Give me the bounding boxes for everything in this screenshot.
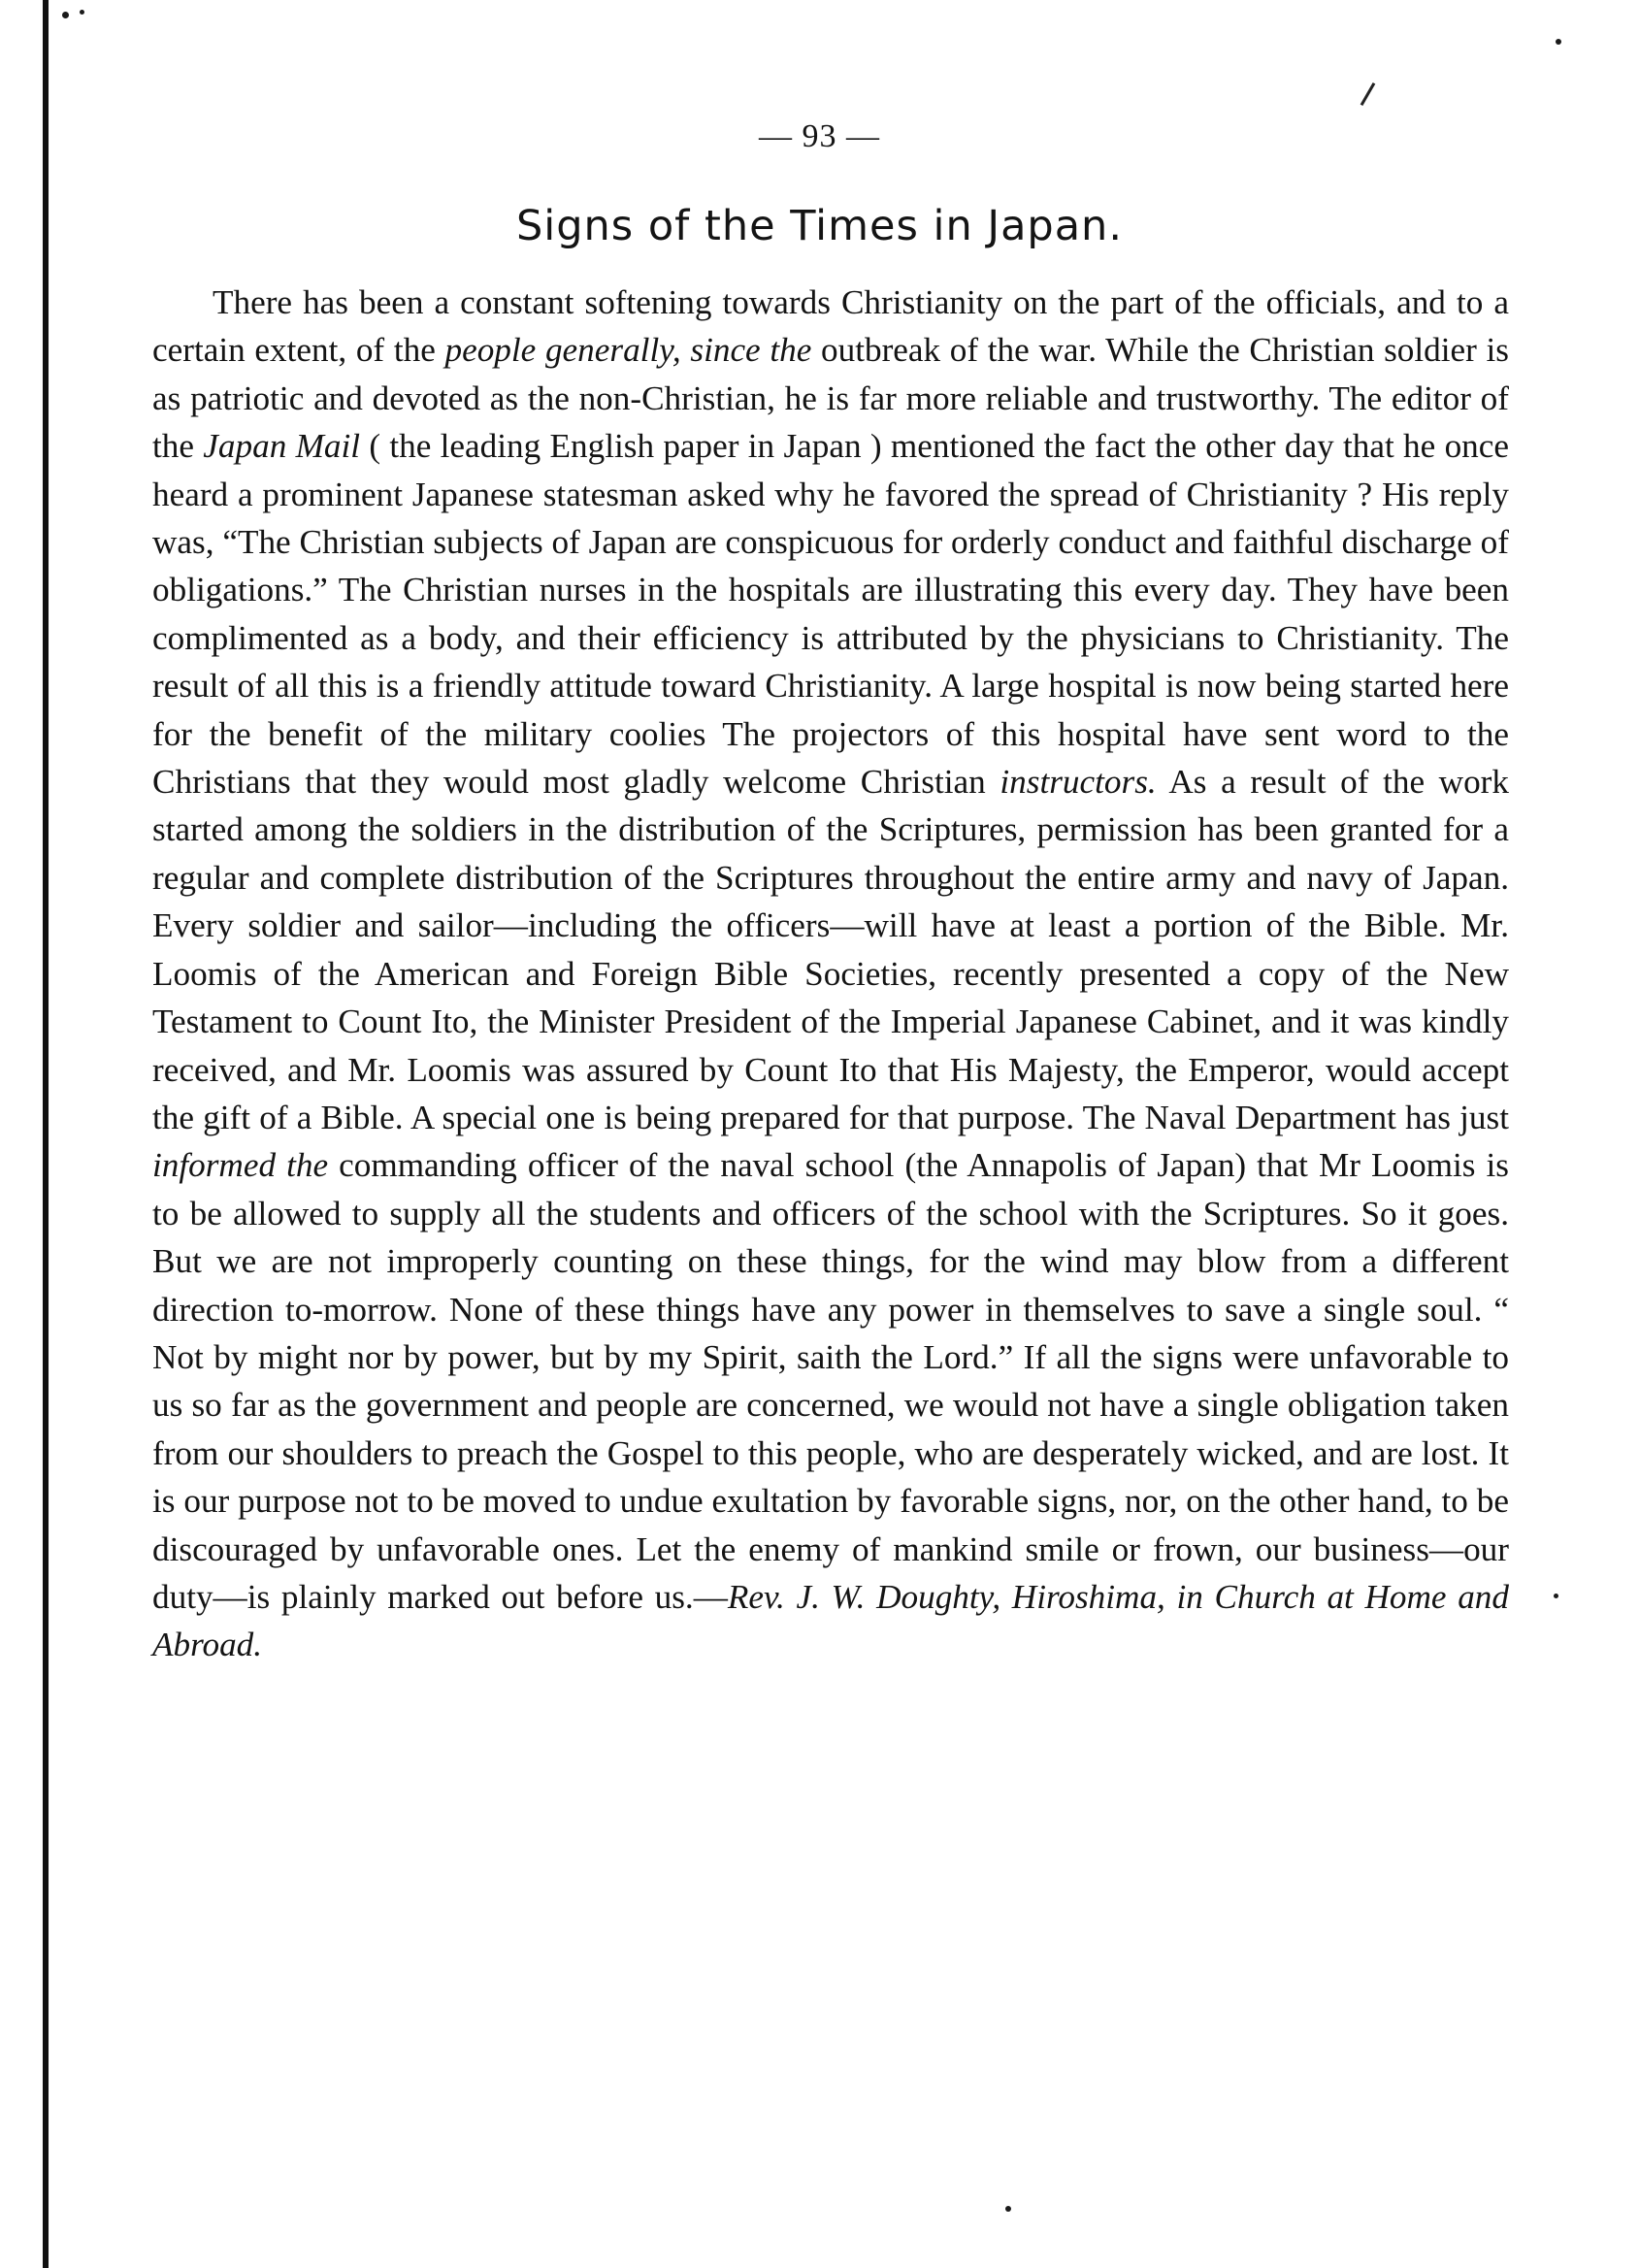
ink-speck [1554, 1594, 1558, 1598]
ink-speck [1005, 2206, 1011, 2212]
ink-speck [1556, 39, 1561, 45]
attribution: Rev. J. W. Doughty, Hiroshima, in Church at Home and Abroad. [152, 1577, 1509, 1664]
pencil-mark [1360, 82, 1376, 106]
article-text: outbreak of the war. While the Christian soldier is as patriotic and devoted as the non-Christian, he is far more reliable and trustworthy. The editor of the [152, 331, 1509, 466]
ink-speck [80, 10, 84, 15]
article-text: ( the leading English paper in Japan ) mentioned the fact the other day that he once heard a prominent Japanese statesman asked why he favored the spread of Christianity ? His reply was, “The Christian subjects of Japan are conspicuous for orderly conduct and faithful discharge of obligations.” The Christian nurses in the hospitals are illustrating this every day. They have been complimented as a body, and their efficiency is attributed by the physicians to Christianity. The result of all this is a friendly attitude toward Christianity. A large hospital is now being started here for the benefit of the military coolies The projectors of this hospital have sent word to the Christians that they would most gladly welcome Christian [152, 427, 1509, 802]
article-emphasis: instructors. [1000, 763, 1157, 802]
article-text: There has been a constant softening towards Christianity on the part of the officials, and to a certain extent, of the [152, 283, 1509, 370]
article-emphasis: informed the [152, 1146, 329, 1185]
article-text: As a result of the work started among the soldiers in the distribution of the Scriptures, permission has been granted for a regular and complete distribution of the Scriptures throughout the entire army and navy of Japan. Every soldier and sailor—including the officers—will have at least a portion of the Bible. Mr. Loomis of the American and Foreign Bible Societies, recently presented a copy of the New Testament to Count Ito, the Minister President of the Imperial Japanese Cabinet, and it was kindly received, and Mr. Loomis was assured by Count Ito that His Majesty, the Emperor, would accept the gift of a Bible. A special one is being prepared for that purpose. The Naval Department has just [152, 763, 1509, 1136]
ink-speck [62, 12, 69, 18]
article-text: commanding officer of the naval school (the Annapolis of Japan) that Mr Loomis is to be allowed to supply all the students and officers of the school with the Scriptures. So it goes. But we are not improperly counting on these things, for the wind may blow from a different direction to-morrow. None of these things have any power in themselves to save a single soul. “ Not by might nor by power, but by my Spirit, saith the Lord.” If all the signs were unfavorable to us so far as the government and people are concerned, we would not have a single obligation taken from our shoulders to preach the Gospel to this people, who are desperately wicked, and are lost. It is our purpose not to be moved to undue exultation by favorable signs, nor, on the other hand, to be discouraged by unfavorable ones. Let the enemy of mankind smile or frown, our business—our duty—is plainly marked out before us.— [152, 1146, 1510, 1616]
binding-edge [0, 0, 49, 2268]
article-emphasis: people generally, since the [444, 331, 812, 370]
article-body [152, 279, 1509, 1669]
page-title: Signs of the Times in Japan. [516, 202, 1123, 250]
newspaper-title: Japan Mail [203, 427, 361, 466]
page-number: — 93 — [759, 118, 880, 154]
